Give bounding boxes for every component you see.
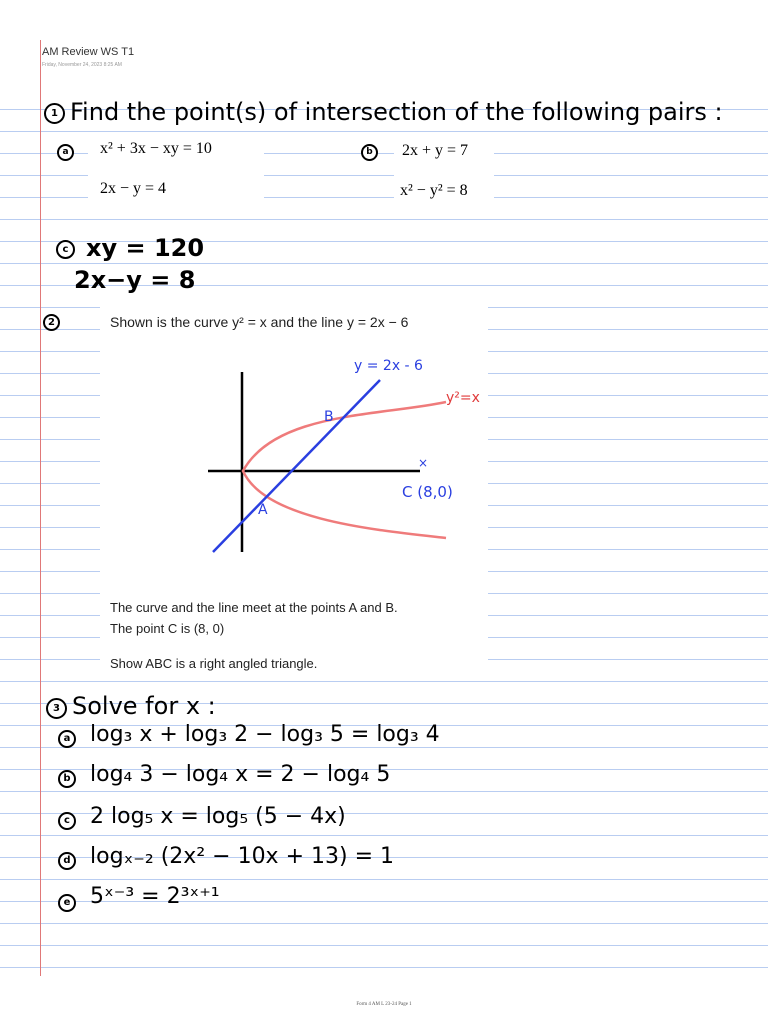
page-timestamp: Friday, November 24, 2023 8:25 AM	[42, 62, 122, 68]
page-title: AM Review WS T1	[42, 46, 135, 58]
point-c-label: C (8,0)	[402, 483, 453, 501]
q3a-text: log₃ x + log₃ 2 − log₃ 5 = log₃ 4	[90, 722, 440, 747]
q2-number: 2	[43, 314, 60, 331]
q3c-label: c	[58, 812, 76, 830]
q1a-label: a	[57, 144, 74, 161]
q3-number: 3	[46, 698, 67, 719]
page-footer: Form 4 AM L 23-24 Page 1	[356, 1002, 412, 1007]
q1a-eq1: x² + 3x − xy = 10	[100, 140, 212, 157]
q3a-label: a	[58, 730, 76, 748]
q3d-label: d	[58, 852, 76, 870]
curve-label: y²=x	[446, 390, 480, 406]
point-b-label: B	[324, 409, 334, 425]
q1-heading: Find the point(s) of intersection of the following pairs :	[70, 98, 723, 126]
q3d-text: logₓ₋₂ (2x² − 10x + 13) = 1	[90, 844, 394, 869]
q3b-text: log₄ 3 − log₄ x = 2 − log₄ 5	[90, 762, 391, 787]
q3-heading: Solve for x :	[72, 692, 216, 720]
q1c-eq2: 2x−y = 8	[74, 266, 196, 294]
q2-text3: Show ABC is a right angled triangle.	[110, 656, 318, 671]
q1c-eq1: xy = 120	[86, 234, 205, 262]
margin-line	[40, 40, 41, 976]
point-c-mark: ×	[418, 456, 429, 470]
q1a-eq2: 2x − y = 4	[100, 180, 167, 197]
q3e-text: 5ˣ⁻³ = 2³ˣ⁺¹	[90, 884, 220, 909]
q1-number: 1	[44, 103, 65, 124]
q1c-label: c	[56, 240, 75, 259]
q2-graph	[100, 340, 488, 566]
line-label: y = 2x - 6	[354, 358, 423, 374]
q3b-label: b	[58, 770, 76, 788]
q1b-label: b	[361, 144, 378, 161]
q2-text1: The curve and the line meet at the points A and B.	[110, 600, 398, 615]
q3e-label: e	[58, 894, 76, 912]
q2-text2: The point C is (8, 0)	[110, 621, 225, 636]
q3c-text: 2 log₅ x = log₅ (5 − 4x)	[90, 804, 346, 829]
q1b-eq1: 2x + y = 7	[402, 142, 469, 159]
q2-intro: Shown is the curve y² = x and the line y = 2x − 6	[110, 314, 409, 330]
point-a-label: A	[258, 502, 268, 518]
q1b-eq2: x² − y² = 8	[400, 182, 468, 199]
